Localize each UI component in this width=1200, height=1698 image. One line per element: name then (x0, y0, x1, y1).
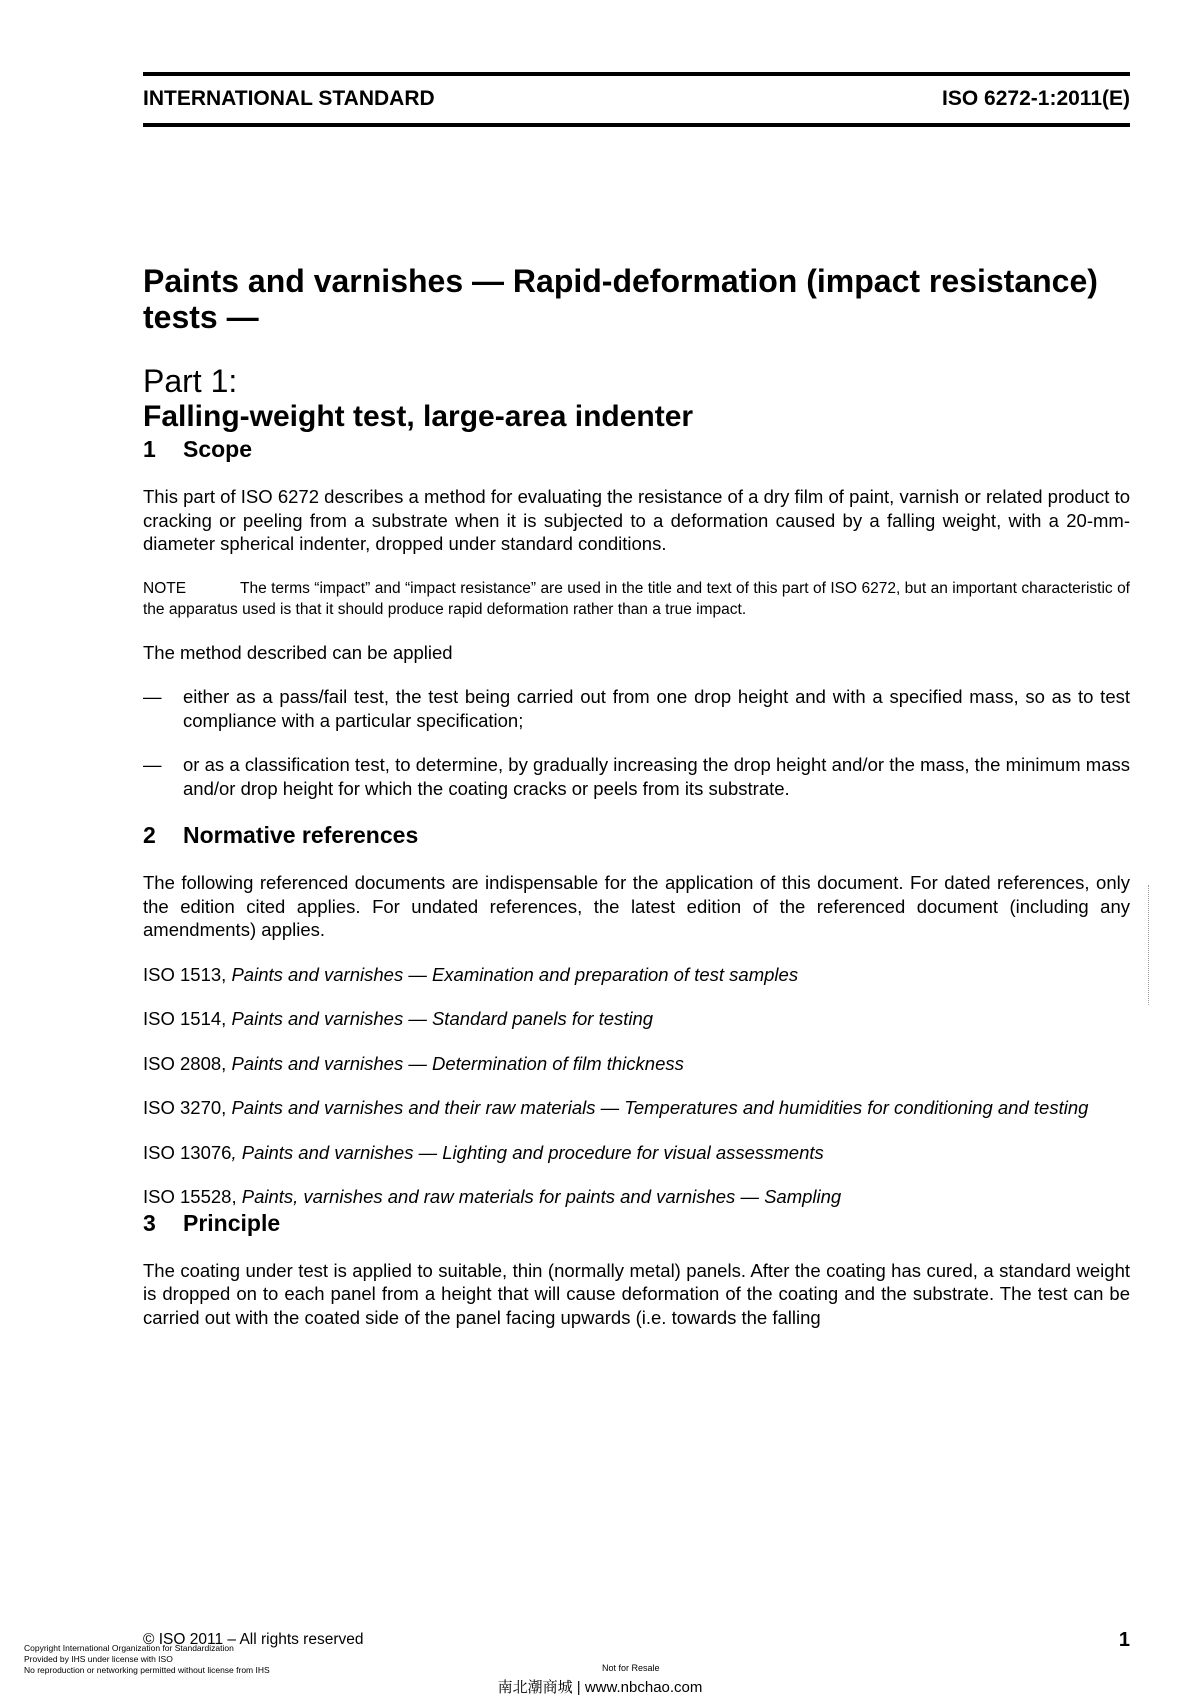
reference-item (143, 1141, 1130, 1165)
section-3-heading (143, 1209, 1130, 1237)
reference-title: Paints and varnishes — Determination of film thickness (231, 1052, 684, 1074)
principle-paragraph: The coating under test is applied to suitable, thin (normally metal) panels. After the coating has cured, a standard weight is dropped on to each panel from a height that will cause deformation of the coating and the substrate. The test can be carried out with the coated side of the panel facing upwards (i.e. towards the falling (143, 1259, 1130, 1328)
site-watermark: 南北潮商城 | www.nbchao.com (497, 1679, 703, 1696)
scope-note (143, 578, 1130, 620)
section-title: Principle (183, 1209, 281, 1236)
scope-paragraph: This part of ISO 6272 describes a method for evaluating the resistance of a dry film of paint, varnish or related product to cracking or peeling from a substrate when it is subjected to a deformation caused by a falling weight, with a 20-mm-diameter spherical indenter, dropped under standard conditions. (143, 486, 1130, 554)
margin-dotted-line (1148, 885, 1150, 1005)
section-title: Scope (183, 436, 253, 462)
provider-notice (24, 1643, 270, 1676)
reference-item (143, 1007, 1130, 1031)
list-item (143, 685, 1130, 732)
scope-method-intro: The method described can be applied (143, 641, 453, 663)
list-item-text: or as a classification test, to determine, by gradually increasing the drop height and/or the mass, the minimum mass and/or drop height for which the coating cracks or peels from its substrate. (183, 754, 1130, 799)
reference-code: ISO 13076 (143, 1141, 232, 1163)
header-rule-top (143, 72, 1130, 76)
reference-title: , Paints and varnishes — Lighting and procedure for visual assessments (231, 1141, 824, 1163)
document-body (143, 263, 1130, 1329)
dash-marker: — (143, 686, 162, 707)
note-label: NOTE (143, 579, 187, 597)
section-number: 1 (143, 436, 156, 462)
reference-item (143, 1185, 1130, 1209)
reference-title: Paints and varnishes — Examination and preparation of test samples (231, 963, 799, 985)
scope-list (143, 685, 1130, 800)
section-number: 3 (143, 1209, 156, 1236)
part-number: Part 1: (143, 363, 238, 399)
reference-code: ISO 1513, (143, 963, 227, 985)
reference-item (143, 1052, 1130, 1076)
section-1-heading (143, 435, 1130, 463)
note-text: The terms “impact” and “impact resistance” are used in the title and text of this part of ISO 6272, but an important characteristic of the apparatus used is that it should produce rapid deformation rather than a true impact. (143, 579, 1130, 618)
references-intro: The following referenced documents are indispensable for the application of this document. For dated references, only the edition cited applies. For undated references, the latest edition of the referenced document (including any amendments) applies. (143, 872, 1130, 940)
list-item-text: either as a pass/fail test, the test being carried out from one drop height and with a specified mass, so as to test compliance with a particular specification; (183, 686, 1130, 731)
reference-code: ISO 1514, (143, 1008, 227, 1029)
list-item (143, 753, 1130, 800)
part-title: Falling-weight test, large-area indenter (143, 400, 694, 433)
reference-item (143, 963, 1130, 987)
page-number: 1 (1118, 1629, 1130, 1651)
reference-title: Paints, varnishes and raw materials for paints and varnishes — Sampling (241, 1186, 842, 1207)
provider-line: No reproduction or networking permitted without license from IHS (24, 1665, 270, 1675)
dash-marker: — (143, 754, 162, 775)
reference-code: ISO 2808, (143, 1052, 227, 1074)
document-title: Paints and varnishes — Rapid-deformation (impact resistance) tests — (143, 263, 1098, 335)
reference-code: ISO 15528, (143, 1186, 237, 1207)
header-standard-number: ISO 6272-1:2011(E) (942, 87, 1130, 110)
header-standard-type: INTERNATIONAL STANDARD (143, 87, 435, 110)
footer-copyright: © ISO 2011 – All rights reserved (143, 1631, 364, 1648)
reference-code: ISO 3270, (143, 1097, 227, 1118)
not-for-resale-label: Not for Resale (602, 1663, 660, 1673)
section-title: Normative references (183, 822, 419, 848)
section-2-heading (143, 821, 1130, 849)
header-rule-bottom (143, 123, 1130, 127)
reference-title: Paints and varnishes — Standard panels for testing (231, 1008, 654, 1029)
reference-item (143, 1096, 1130, 1120)
provider-line: Copyright International Organization for Standardization (24, 1643, 234, 1653)
provider-line: Provided by IHS under license with ISO (24, 1654, 173, 1664)
section-number: 2 (143, 822, 156, 848)
reference-title: Paints and varnishes and their raw materials — Temperatures and humidities for conditioning and testing (231, 1097, 1089, 1118)
